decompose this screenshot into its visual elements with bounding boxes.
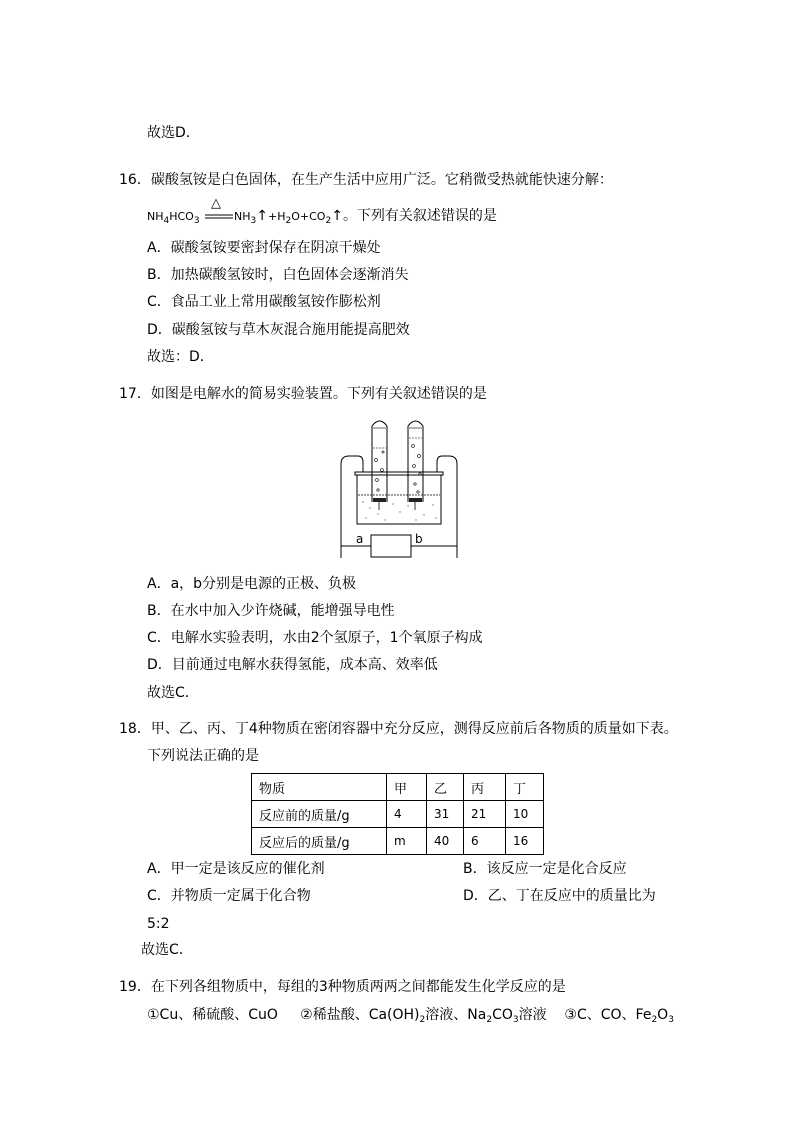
table-header-cell: 甲 [387,774,427,801]
group-sub: 2 [651,1015,658,1025]
q19-groups [147,1006,674,1024]
q17-option-c: C．电解水实验表明，水由2个氢原子，1个氧原子构成 [147,630,483,646]
eq-sub: 2 [325,216,332,226]
table-cell: 16 [506,828,544,855]
table-row [252,828,544,855]
eq-sub: 3 [193,216,200,226]
group-sub: 3 [668,1015,674,1025]
table-cell: 31 [427,801,464,828]
q18-stem-line2: 下列说法正确的是 [147,748,259,764]
group-sub: 3 [512,1015,519,1025]
eq-rhs: NH [234,210,251,223]
eq-sub: 3 [250,216,257,226]
q16-stem-text: 碳酸氢铵是白色固体，在生产生活中应用广泛。它稍微受热就能快速分解： [150,172,613,188]
q19-group-2 [300,1007,546,1023]
q18-option-c: C．并物质一定属于化合物 [147,888,311,904]
q17-option-d: D．目前通过电解水获得氢能，成本高、效率低 [147,657,438,673]
group-text: 溶液、Na [425,1007,487,1023]
table-cell: 21 [464,801,506,828]
eq-lhs: NH [147,210,164,223]
q18-stem-text: 甲、乙、丙、丁4种物质在密闭容器中充分反应，测得反应前后各物质的质量如下表。 [150,721,678,737]
group-text: O [657,1007,669,1023]
group-text: ③C、CO、Fe [564,1007,652,1023]
group-sub: 2 [419,1015,426,1025]
table-cell: 10 [506,801,544,828]
q19-stem-text: 在下列各组物质中，每组的3种物质两两之间都能发生化学反应的是 [150,979,566,995]
q19-number: 19． [119,979,151,995]
q16-option-b: B．加热碳酸氢铵时，白色固体会逐渐消失 [147,267,409,283]
eq-sub: 4 [163,216,170,226]
table-cell: m [387,828,427,855]
q17-stem-text: 如图是电解水的简易实验装置。下列有关叙述错误的是 [150,386,487,402]
q16-option-a: A．碳酸氢铵要密封保存在阴凉干燥处 [147,240,381,256]
q17-answer: 故选C． [147,685,199,701]
eq-rhs: O+CO [291,210,326,223]
q18-option-b: B．该反应一定是化合反应 [463,861,627,877]
q18-number: 18． [119,721,151,737]
q18-option-a: A．甲一定是该反应的催化剂 [147,861,325,877]
q16-number: 16． [119,172,151,188]
q17-number: 17． [119,386,151,402]
group-text: CO [492,1007,513,1023]
table-cell: 反应后的质量/g [252,828,387,855]
eq-rhs: +H [268,210,286,223]
double-line-icon [204,209,234,223]
eq-condition-equals [204,196,234,223]
eq-tail: 。下列有关叙述错误的是 [342,208,497,224]
eq-lhs: HCO [169,210,194,223]
table-header-cell: 丙 [464,774,506,801]
q16-option-c: C．食品工业上常用碳酸氢铵作膨松剂 [147,294,381,310]
table-header-cell: 乙 [427,774,464,801]
table-cell: 40 [427,828,464,855]
gas-arrow-icon: ↑ [331,208,343,224]
eq-sub: 2 [285,216,292,226]
q16-equation [147,196,497,226]
table-cell: 反应前的质量/g [252,801,387,828]
group-text: ②稀盐酸、Ca(OH) [300,1007,420,1023]
q17-option-a: A．a，b分别是电源的正极、负极 [147,576,357,592]
q17-option-b: B．在水中加入少许烧碱，能增强导电性 [147,603,395,619]
q18-stem-line1 [119,720,678,738]
table-row [252,801,544,828]
table-header-row [252,774,544,801]
table-header-cell: 丁 [506,774,544,801]
heat-triangle-icon: △ [211,196,222,211]
q19-stem [119,978,566,996]
q18-answer: 故选C． [141,942,193,958]
q16-answer: 故选：D． [147,349,214,365]
q16-option-d: D．碳酸氢铵与草木灰混合施用能提高肥效 [147,322,410,338]
q15-answer: 故选D． [147,125,200,141]
table-cell: 6 [464,828,506,855]
q18-option-d-cont: 5:2 [147,916,170,932]
q19-group-3 [564,1007,674,1023]
group-sub: 2 [486,1015,493,1025]
table-header-cell: 物质 [252,774,387,801]
q17-stem [119,385,487,403]
q19-group-1: ①Cu、稀硫酸、CuO [147,1007,278,1023]
group-text: 溶液 [518,1007,547,1023]
gas-arrow-icon: ↑ [256,208,269,224]
electrolysis-apparatus-diagram [338,412,460,562]
electrode-label-b: b [415,532,423,546]
table-cell: 4 [387,801,427,828]
electrode-label-a: a [356,532,364,546]
q16-stem [119,171,613,189]
mass-table [251,773,544,855]
q18-option-d: D．乙、丁在反应中的质量比为 [463,888,656,904]
